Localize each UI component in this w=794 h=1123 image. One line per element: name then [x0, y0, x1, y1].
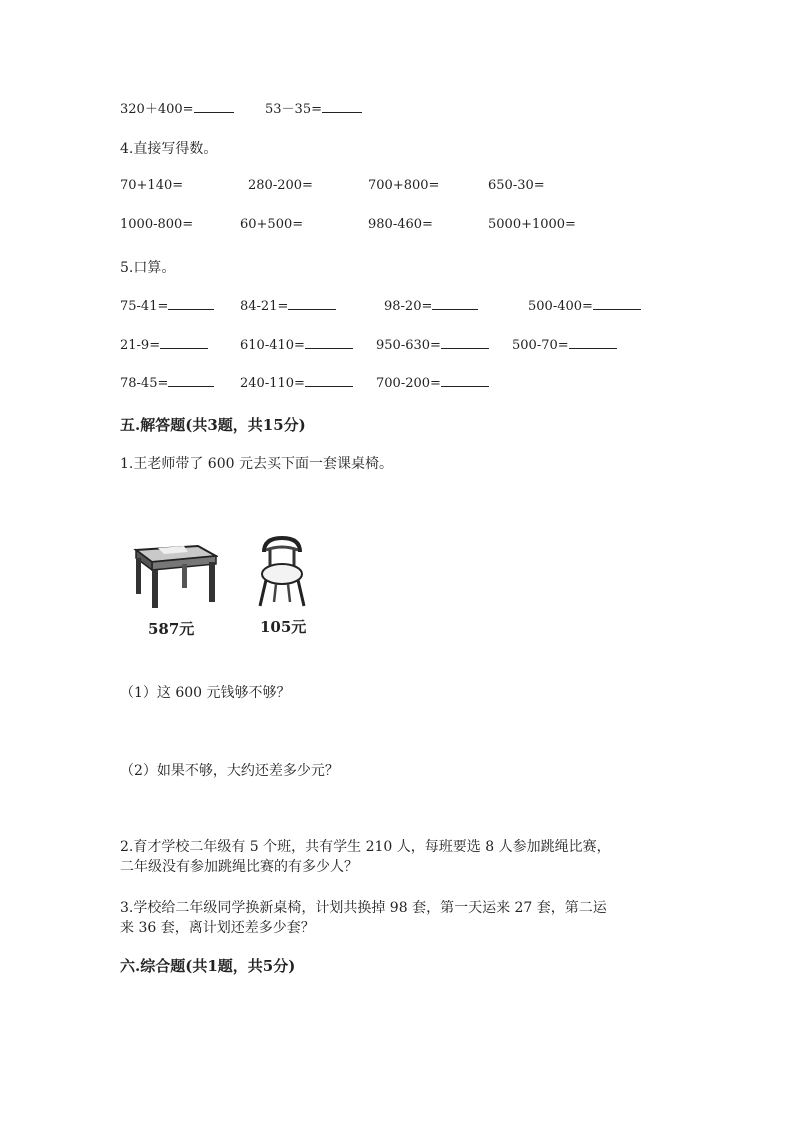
question-3-line-1: 3.学校给二年级同学换新桌椅，计划共换掉 98 套，第一天运来 27 套，第二运	[120, 900, 607, 916]
desk-price: 587元	[148, 620, 195, 638]
equation: 980-460=	[368, 217, 433, 232]
question-1: 1.王老师带了 600 元去买下面一套课桌椅。	[120, 456, 393, 472]
answer-blank[interactable]	[168, 374, 214, 387]
answer-blank[interactable]	[569, 336, 617, 349]
question-3-line-2: 来 36 套，离计划还差多少套？	[120, 920, 315, 936]
part-5-heading: 五.解答题(共3题，共15分)	[120, 416, 306, 434]
question-2-line-1: 2.育才学校二年级有 5 个班，共有学生 210 人，每班要选 8 人参加跳绳比赛，	[120, 839, 611, 855]
equation: 1000-800=	[120, 217, 194, 232]
answer-blank[interactable]	[441, 374, 489, 387]
answer-blank[interactable]	[593, 297, 641, 310]
equation: 5000+1000=	[488, 217, 576, 232]
answer-blank[interactable]	[441, 336, 489, 349]
equation: 500-70=	[512, 336, 617, 353]
equation: 500-400=	[528, 297, 641, 314]
equation: 60+500=	[240, 217, 304, 232]
equation: 21-9=	[120, 336, 208, 353]
answer-blank[interactable]	[322, 100, 362, 113]
equation: 240-110=	[240, 374, 353, 391]
equation: 610-410=	[240, 336, 353, 353]
equation: 700-200=	[376, 374, 489, 391]
equation: 98-20=	[384, 297, 478, 314]
question-1-sub-2: （2）如果不够，大约还差多少元？	[120, 763, 339, 779]
equation: 320＋400=	[120, 98, 234, 117]
equation: 75-41=	[120, 297, 214, 314]
equation: 53－35=	[265, 98, 362, 117]
equation: 280-200=	[248, 178, 313, 193]
question-2-line-2: 二年级没有参加跳绳比赛的有多少人？	[120, 859, 358, 875]
equation: 650-30=	[488, 178, 545, 193]
answer-blank[interactable]	[305, 374, 353, 387]
answer-blank[interactable]	[432, 297, 478, 310]
section-4-title: 4.直接写得数。	[120, 141, 218, 157]
equation: 950-630=	[376, 336, 489, 353]
equation: 78-45=	[120, 374, 214, 391]
chair-price: 105元	[260, 618, 307, 636]
part-6-heading: 六.综合题(共1题，共5分)	[120, 957, 296, 975]
answer-blank[interactable]	[160, 336, 208, 349]
desk-icon	[128, 540, 218, 610]
chair-icon	[254, 534, 310, 610]
equation: 84-21=	[240, 297, 336, 314]
answer-blank[interactable]	[168, 297, 214, 310]
question-1-sub-1: （1）这 600 元钱够不够？	[120, 685, 291, 701]
answer-blank[interactable]	[194, 100, 234, 113]
equation: 700+800=	[368, 178, 440, 193]
answer-blank[interactable]	[288, 297, 336, 310]
section-5-title: 5.口算。	[120, 260, 176, 276]
answer-blank[interactable]	[305, 336, 353, 349]
equation: 70+140=	[120, 178, 184, 193]
